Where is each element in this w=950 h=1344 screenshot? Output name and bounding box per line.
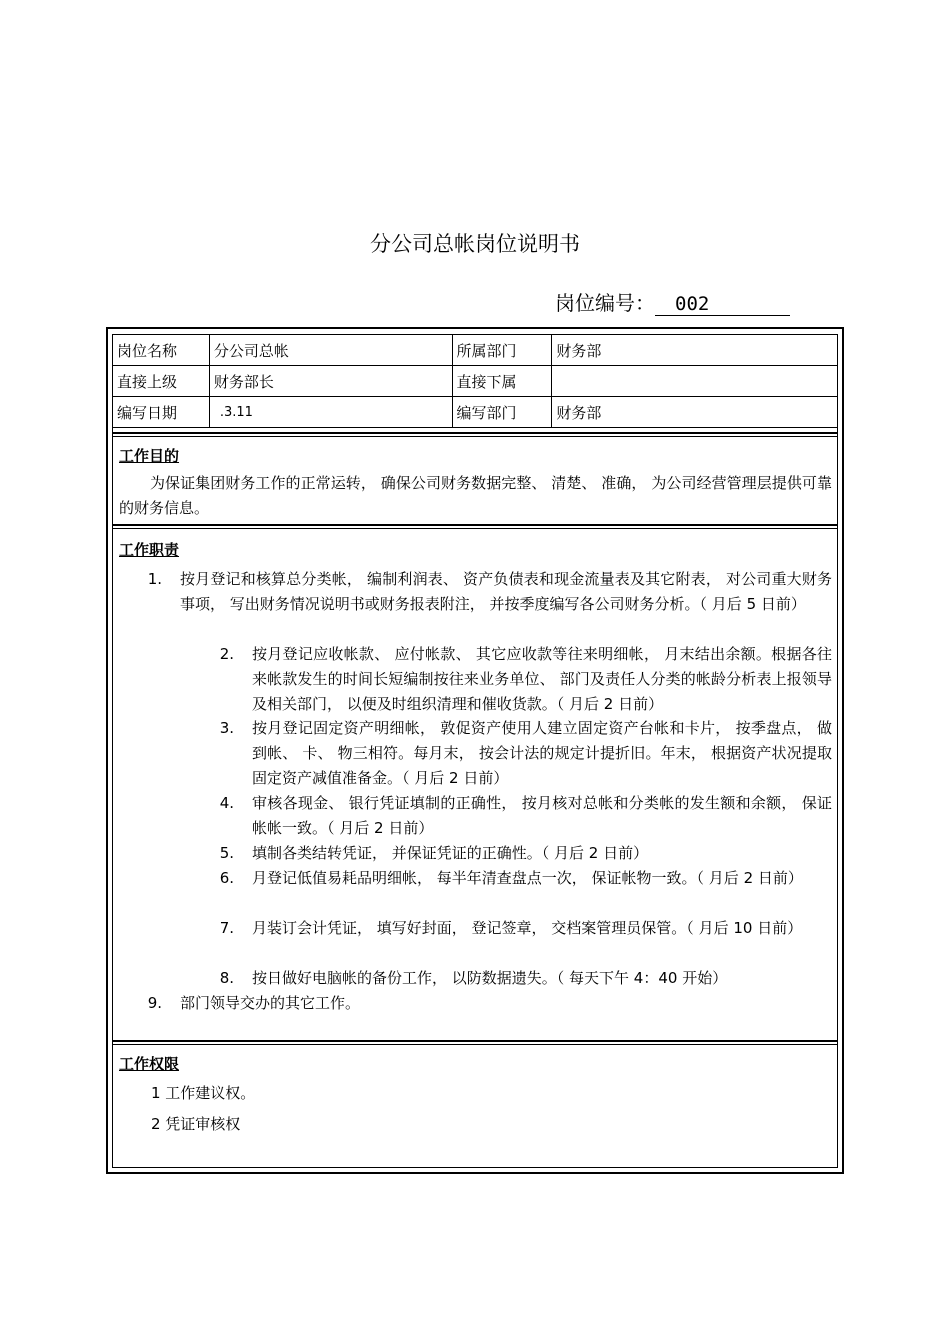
info-value [552,366,838,397]
duty-text: 月登记低值易耗品明细帐， 每半年清查盘点一次， 保证帐物一致。（ 月后 2 日前） [252,869,803,887]
duty-text: 填制各类结转凭证， 并保证凭证的正确性。（ 月后 2 日前） [252,844,649,862]
duty-number: 4. [219,794,234,812]
duty-item [140,991,832,1016]
info-value: 财务部 [552,335,838,366]
duty-text: 按月登记和核算总分类帐， 编制利润表、 资产负债表和现金流量表及其它附表， 对公司重大财务事项， 写出财务情况说明书或财务报表附注， 并按季度编写各公司财务分析。（ 月后 5 日前） [180,570,832,613]
post-number [555,287,790,316]
info-row [113,366,838,397]
duty-item [212,841,832,866]
duty-number: 9. [147,994,162,1012]
duty-number: 2. [219,645,234,663]
info-label: 所属部门 [452,335,552,366]
info-label: 编写日期 [113,397,210,428]
duty-text: 按月登记应收帐款、 应付帐款、 其它应收款等往来明细帐， 月末结出余额。根据各往来帐款发生的时间长短编制按往来业务单位、 部门及责任人分类的帐龄分析表上报领导及相关部门， 以便及时组织清理和催收货款。（ 月后 2 日前） [252,645,832,713]
duty-item [212,866,832,891]
info-label: 直接下属 [452,366,552,397]
info-value: 财务部长 [209,366,452,397]
duty-item [212,642,832,717]
duty-number: 7. [219,919,234,937]
purpose-text: 为保证集团财务工作的正常运转， 确保公司财务数据完整、 清楚、 准确， 为公司经营管理层提供可靠的财务信息。 [119,474,832,517]
info-value: 财务部 [552,397,838,428]
info-row [113,397,838,428]
section-divider [112,432,838,437]
duty-number: 6. [219,869,234,887]
post-number-value: 002 [655,293,790,316]
info-label: 编写部门 [452,397,552,428]
duty-text: 审核各现金、 银行凭证填制的正确性， 按月核对总帐和分类帐的发生额和余额， 保证帐帐一致。（ 月后 2 日前） [252,794,832,837]
info-value: .3.11 [209,397,452,428]
duty-number: 8. [219,969,234,987]
duty-item [212,791,832,841]
duty-item [212,916,832,941]
section-divider [112,524,838,529]
duty-text: 部门领导交办的其它工作。 [180,994,361,1012]
section-divider [112,1040,838,1045]
info-table [112,334,838,428]
duty-number: 1. [147,570,162,588]
purpose-heading: 工作目的 [119,447,180,465]
authority-heading: 工作权限 [119,1055,180,1073]
duty-number: 5. [219,844,234,862]
duties-heading: 工作职责 [119,541,180,559]
duty-item [140,567,832,617]
duty-item [212,716,832,791]
authority-item: 1 工作建议权。 [151,1084,256,1102]
info-value: 分公司总帐 [209,335,452,366]
duty-text: 月装订会计凭证， 填写好封面， 登记签章， 交档案管理员保管。（ 月后 10 日前） [252,919,803,937]
post-number-label: 岗位编号： [555,291,655,315]
duty-text: 按月登记固定资产明细帐， 敦促资产使用人建立固定资产台帐和卡片， 按季盘点， 做到帐、 卡、 物三相符。每月末， 按会计法的规定计提折旧。年末， 根据资产状况提取固定资产减值准备金。（ 月后 2 日前） [252,719,832,787]
duty-item [212,966,832,991]
duty-number: 3. [219,719,234,737]
document-title: 分公司总帐岗位说明书 [370,232,580,256]
info-row [113,335,838,366]
duty-text: 按日做好电脑帐的备份工作， 以防数据遗失。（ 每天下午 4：40 开始） [252,969,728,987]
authority-item: 2 凭证审核权 [151,1115,241,1133]
info-label: 直接上级 [113,366,210,397]
info-label: 岗位名称 [113,335,210,366]
